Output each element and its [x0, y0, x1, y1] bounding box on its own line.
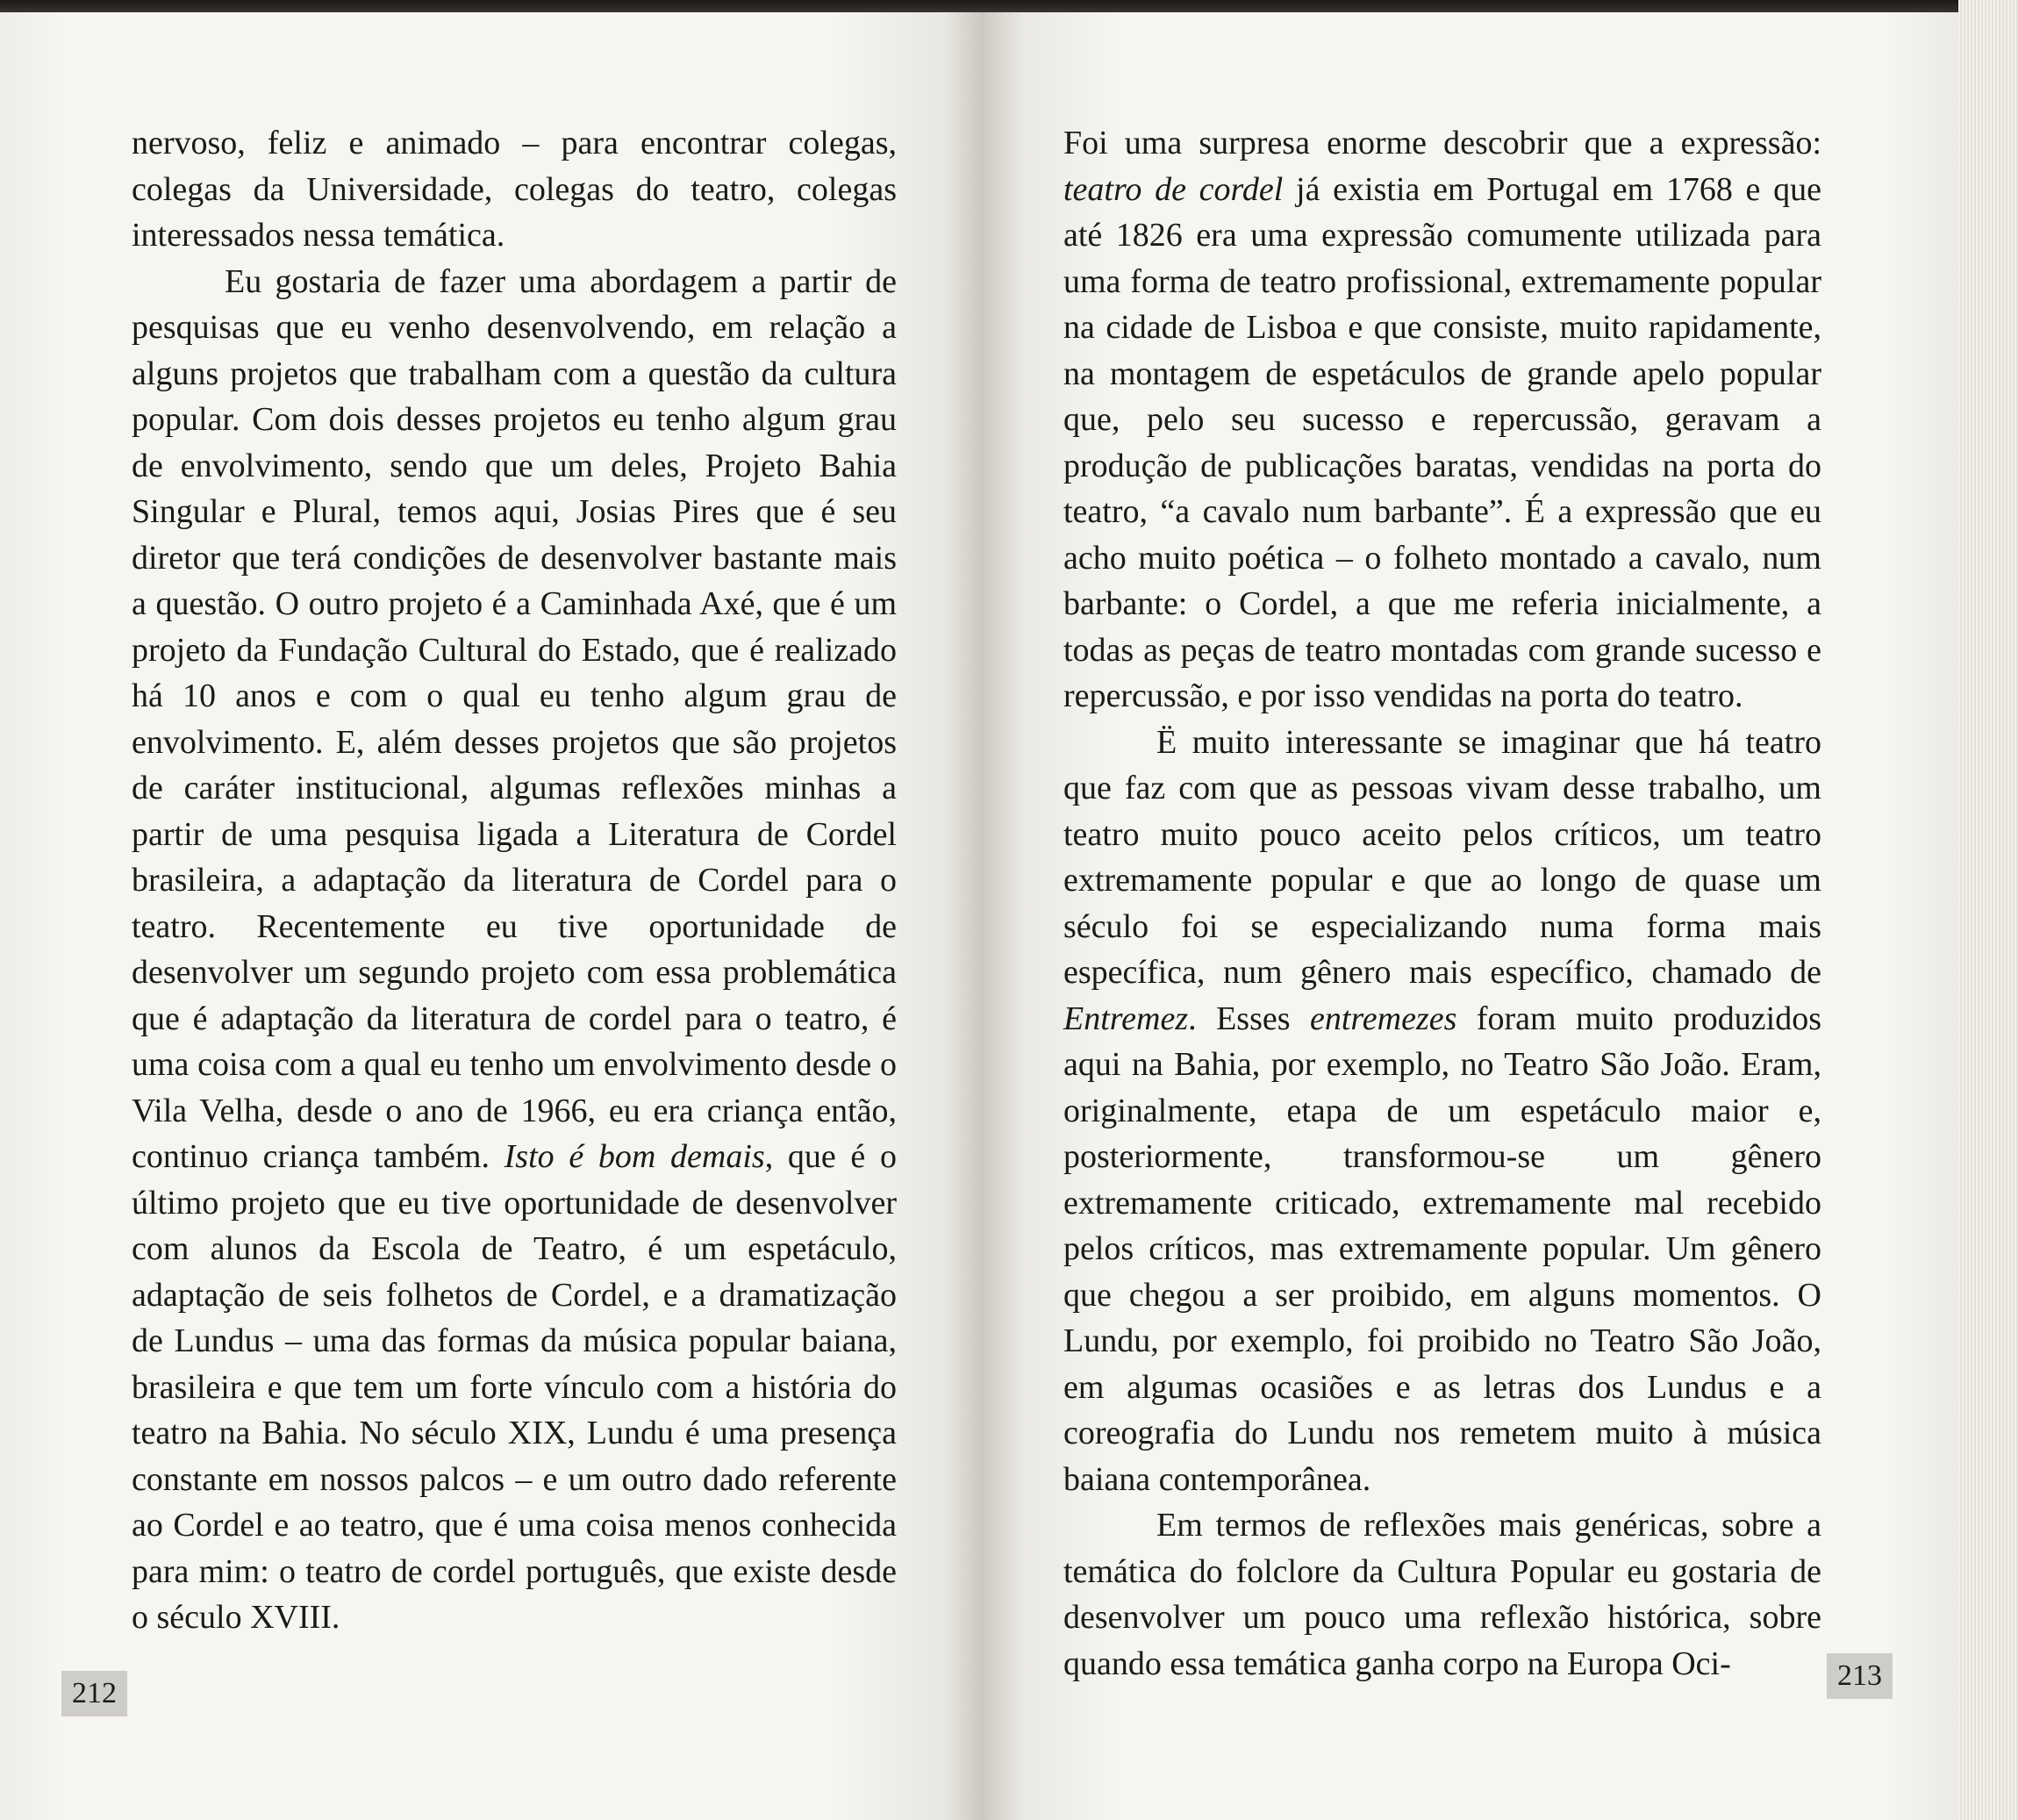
text-run: Eu gostaria de fazer uma abordagem a partir de pesquisas que eu venho desenvolvendo, em relação a alguns projetos que trabalham com a questão da cultura popular. Com dois desses projetos eu tenho algum grau de envolvimento, sendo que um deles, Projeto Bahia Singular e Plural, temos aqui, Josias Pires que é seu diretor que terá condições de desenvolver bastante mais a questão. O outro projeto é a Caminhada Axé, que é um projeto da Fundação Cultural do Estado, que é realizado há 10 anos e com o qual eu tenho algum grau de envolvimento. E, além desses projetos que são projetos de caráter institucional, algumas reflexões minhas a partir de uma pesquisa ligada a Literatura de Cordel brasileira, a adaptação da literatura de Cordel para o teatro. Recentemente eu tive oportunidade de desenvolver um segundo projeto com essa problemática que é adaptação da literatura de cordel para o teatro, é uma coisa com a qual eu tenho um envolvimento desde o Vila Velha, desde o ano de 1966, eu era criança então, continuo criança também. — [132, 262, 897, 1175]
text-run: Em termos de reflexões mais genéricas, sobre a temática do folclore da Cultura Popular eu gostaria de desenvolver um pouco uma reflexão histórica, sobre quando essa temática ganha corpo na Europa Oci- — [1063, 1507, 1821, 1682]
right-page-text — [1063, 120, 1821, 1687]
left-page-text — [132, 120, 897, 1641]
italic-term: Entremez — [1063, 1000, 1189, 1037]
text-run: nervoso, feliz e animado – para encontrar colegas, colegas da Universidade, colegas do teatro, colegas interessados nessa temática. — [132, 125, 897, 254]
text-run: , que é o último projeto que eu tive oportunidade de desenvolver com alunos da Escola de Teatro, é um espetáculo, adaptação de seis folhetos de Cordel, e a dramatização de Lundus – uma das formas da música popular baiana, brasileira e que tem um forte vínculo com a história do teatro na Bahia. No século XIX, Lundu é uma presença constante em nossos palcos – e um outro dado referente ao Cordel e ao teatro, que é uma coisa menos conhecida para mim: o teatro de cordel português, que existe desde o século XVIII. — [132, 1138, 897, 1636]
page-fore-edge — [1958, 0, 2018, 1820]
italic-term: entremezes — [1309, 1000, 1457, 1037]
paragraph — [1063, 720, 1821, 1503]
text-run: foram muito produzidos aqui na Bahia, por exemplo, no Teatro São João. Eram, originalmente, etapa de um espetáculo maior e, posteriormente, transformou-se um gênero extremamente criticado, extremamente mal recebido pelos críticos, mas extremamente popular. Um gênero que chegou a ser proibido, em alguns momentos. O Lundu, por exemplo, foi proibido no Teatro São João, em algumas ocasiões e as letras dos Lundus e a coreografia do Lundu nos remetem muito à música baiana contemporânea. — [1063, 1000, 1821, 1498]
paragraph — [132, 259, 897, 1641]
page-number-left: 212 — [61, 1671, 127, 1716]
italic-term: teatro de cordel — [1063, 170, 1284, 208]
italic-title: Isto é bom demais — [504, 1138, 765, 1175]
text-run: . Esses — [1188, 1000, 1310, 1037]
text-run: Ë muito interessante se imaginar que há teatro que faz com que as pessoas vivam desse trabalho, um teatro muito pouco aceito pelos críticos, um teatro extremamente popular e que ao longo de quase um século foi se especializando numa forma mais específica, num gênero mais específico, chamado de — [1063, 723, 1821, 991]
paragraph — [132, 120, 897, 259]
page-number-right: 213 — [1827, 1653, 1893, 1699]
paragraph — [1063, 1502, 1821, 1687]
text-run: Foi uma surpresa enorme descobrir que a expressão: — [1063, 125, 1821, 161]
paragraph — [1063, 120, 1821, 720]
text-run: já existia em Portugal em 1768 e que até 1826 era uma expressão comumente utilizada para uma forma de teatro profissional, extremamente popular na cidade de Lisboa e que consiste, muito rapidamente, na montagem de espetáculos de grande apelo popular que, pelo seu sucesso e repercussão, geravam a produção de publicações baratas, vendidas na porta do teatro, “a cavalo num barbante”. É a expressão que eu acho muito poética – o folheto montado a cavalo, num barbante: o Cordel, a que me referia inicialmente, a todas as peças de teatro montadas com grande sucesso e repercussão, e por isso vendidas na porta do teatro. — [1063, 170, 1821, 714]
